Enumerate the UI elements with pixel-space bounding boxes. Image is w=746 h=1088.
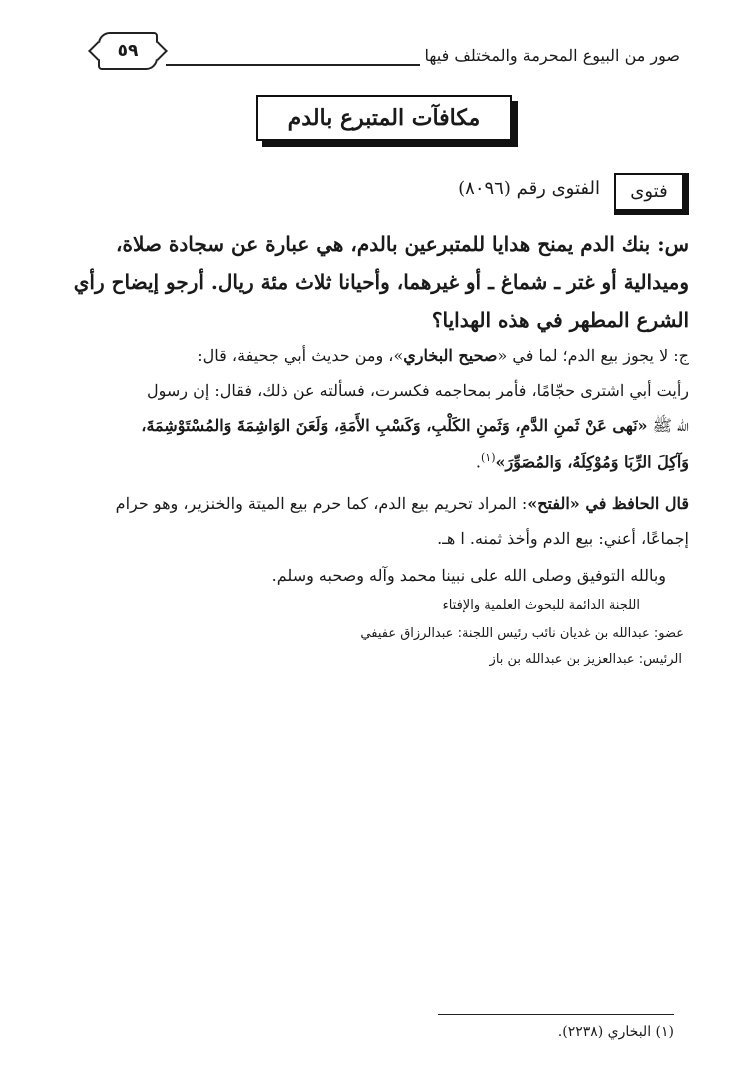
question-line-1: س: بنك الدم يمنح هدايا للمتبرعين بالدم، هي عبارة عن سجادة صلاة، xyxy=(116,232,689,256)
hadith-text-1: «نَهى عَنْ ثَمنِ الدَّمِ، وَثَمنِ الكَلْبِ، وَكَسْبِ الأَمَةِ، وَلَعَنَ الوَاشِمَةَ وَالمُسْتَوْشِمَةَ، xyxy=(141,416,648,435)
footnote: (١) البخاري (٢٢٣٨). xyxy=(557,1024,674,1040)
answer-line-1-end: »، ومن حديث أبي جحيفة، قال: xyxy=(197,346,404,365)
answer-line-3 xyxy=(141,416,689,439)
committee-name: اللجنة الدائمة للبحوث العلمية والإفتاء xyxy=(442,598,640,613)
footnote-rule xyxy=(438,1014,674,1015)
running-title: صور من البيوع المحرمة والمختلف فيها xyxy=(424,46,680,65)
committee-member: عضو: عبدالله بن غديان نائب رئيس اللجنة: عبدالرزاق عفيفي xyxy=(360,626,684,641)
fatwa-label: فتوى xyxy=(614,173,689,211)
answer-line-4-end: . xyxy=(475,452,481,472)
fatwa-number: الفتوى رقم (٨٠٩٦) xyxy=(458,178,600,199)
answer-line-5 xyxy=(116,494,689,513)
answer-line-5-rest: : المراد تحريم بيع الدم، كما حرم بيع الميتة والخنزير، وهو حرام xyxy=(115,494,528,513)
question-line-3: الشرع المطهر في هذه الهدايا؟ xyxy=(431,308,689,332)
page-number: ٥٩ xyxy=(98,32,158,70)
header-rule xyxy=(166,64,420,66)
section-title: مكافآت المتبرع بالدم xyxy=(256,95,512,141)
answer-line-1 xyxy=(197,346,689,365)
book-reference: صحيح البخاري xyxy=(403,346,498,365)
answer-line-6: إجماعًا، أعني: بيع الدم وأخذ ثمنه. ا هـ. xyxy=(437,529,689,548)
answer-line-4 xyxy=(476,451,689,471)
committee-chairman: الرئيس: عبدالعزيز بن عبدالله بن باز xyxy=(489,652,682,667)
answer-line-1-start: ج: لا يجوز بيع الدم؛ لما في « xyxy=(497,346,689,365)
hafiz-quote-label: قال الحافظ في «الفتح» xyxy=(527,494,689,513)
question-line-2: وميدالية أو غتر ـ شماغ ـ أو غيرهما، وأحيانا ثلاث مئة ريال. أرجو إيضاح رأي xyxy=(73,270,689,294)
footnote-ref: (١) xyxy=(481,451,496,464)
closing-line: وبالله التوفيق وصلى الله على نبينا محمد وآله وصحبه وسلم. xyxy=(271,566,666,585)
answer-line-3-start: الله ﷺ xyxy=(647,416,689,435)
answer-line-2: رأيت أبي اشترى حجّامًا، فأمر بمحاجمه فكسرت، فسألته عن ذلك، فقال: إن رسول xyxy=(147,381,689,400)
hadith-text-2: وَآكِلَ الرِّبَا وَمُوْكِلَهُ، وَالمُصَوِّرَ» xyxy=(495,452,689,472)
